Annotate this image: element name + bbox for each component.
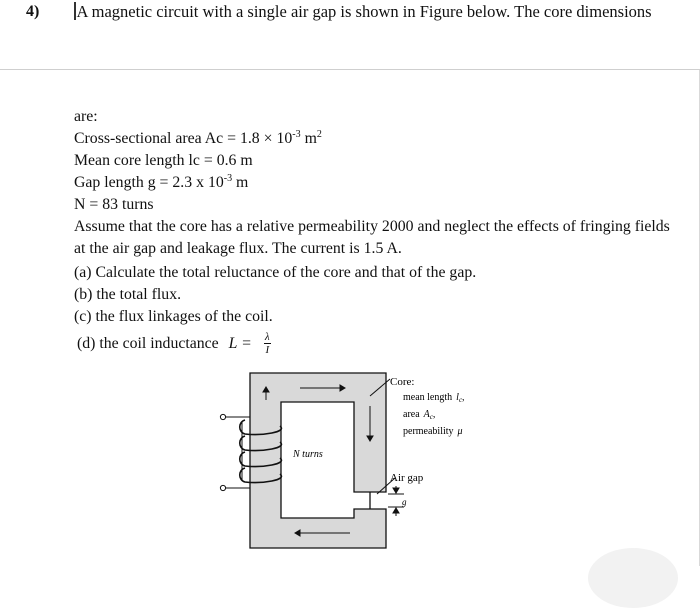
gap-symbol: g (402, 497, 407, 507)
part-d: (d) the coil inductance L = $\frac{\lambda}{I}$ (77, 331, 270, 356)
mean-length-line: Mean core length lc = 0.6 m (74, 152, 253, 169)
problem-body (74, 106, 674, 355)
question-title: A magnetic circuit with a single air gap is shown in Figure below. The core dimensions (74, 2, 652, 22)
assume-paragraph: Assume that the core has a relative permeability 2000 and neglect the effects of fringing fields at the air gap and leakage flux. The current is 1.5 A. (74, 218, 670, 257)
question-number: 4) (26, 3, 40, 20)
gap-length-line: Gap length g = 2.3 x $10^{-3}$ m (74, 173, 249, 191)
core-shape (250, 373, 386, 548)
n-turns-label: N turns (293, 449, 323, 460)
part-a: (a) Calculate the total reluctance of the core and that of the gap. (74, 264, 477, 281)
text-cursor (74, 2, 76, 20)
part-c: (c) the flux linkages of the coil. (74, 308, 273, 325)
air-gap-label: Air gap (390, 472, 424, 484)
area-line: Cross-sectional area $Ac = 1.8 \times 10^{-3}$ $m^2$ (74, 129, 322, 147)
inductance-fraction: $\frac{\lambda}{I}$ (264, 331, 270, 356)
are-line: are: (74, 108, 98, 125)
turns-line: N = 83 turns (74, 196, 154, 213)
part-b: (b) the total flux. (74, 286, 182, 303)
mean-length-label: mean length $l_c$, (403, 392, 465, 404)
magnetic-circuit-figure (200, 366, 500, 556)
header-divider (0, 69, 700, 70)
inductance-lhs: L = (228, 334, 252, 352)
corner-shadow (588, 548, 678, 608)
question-header (0, 0, 700, 70)
permeability-label: permeability μ (403, 426, 463, 437)
core-label: Core: (390, 376, 415, 388)
area-label: area $A_c$, (403, 409, 436, 421)
